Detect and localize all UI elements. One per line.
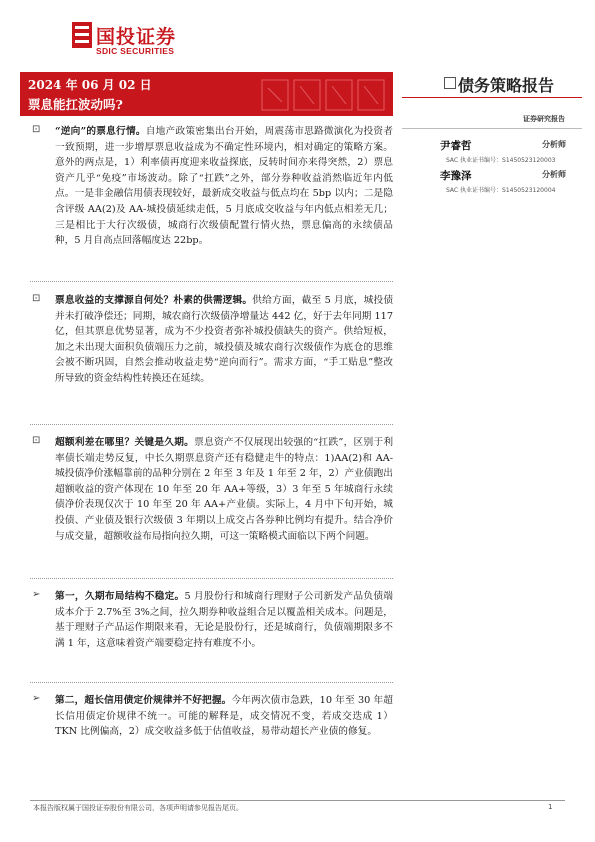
page-number: 1 xyxy=(548,803,553,811)
analyst-role: 分析师 xyxy=(542,140,566,149)
report-type-icon xyxy=(444,77,456,89)
paragraph-body: 5 月股份行和城商行理财子公司新发产品负债端成本介于 2.7%至 3%之间，拉久期券种收益组合足以覆盖相关成本。问题是，基于理财子产品运作期限来看，无论是股份行，还是城商行，负债端期限多不满 1 年，这意味着资产端要稳定持有难度不小。 xyxy=(55,591,393,649)
section-divider xyxy=(30,281,393,282)
logo-text-en: SDIC SECURITIES xyxy=(96,46,175,56)
bullet-icon: ⊡ xyxy=(32,293,41,304)
section-divider xyxy=(30,682,393,683)
paragraph-lead: 票息收益的支撑源自何处？朴素的供需逻辑。 xyxy=(55,295,253,306)
footer-divider xyxy=(30,800,565,801)
footer-disclaimer: 本报告版权属于国投证券股份有限公司，各项声明请参见报告尾页。 xyxy=(33,804,243,812)
report-type-label: 债务策略报告 xyxy=(458,76,555,95)
paragraph-body: 票息资产不仅展现出较强的“扛跌”，区别于利率债长端走势反复，中长久期票息资产还有稳健走牛的特点：1)AA(2)和 AA-城投债净价涨幅靠前的品种分别在 2 年至 3 年及 1 年至 2 年，2）产业债跑出超额收益的资产体现在 10 年至 20 年 AA+等级，3）3 年至 5 年城商行永续债净价表现仅次于 10 年至 20 年 AA+产业债。实际上，4 月中下旬开始，城投债、产业债及银行次级债 3 年期以上成交占各券种比例均有提升。结合净价与成交量，超额收益布局指向拉久期，可这一策略模式面临以下两个问题。 xyxy=(55,437,394,542)
analyst-name: 李豫泽 xyxy=(440,170,472,182)
logo-text-cn: 国投证券 xyxy=(96,26,177,48)
report-category-label: 证券研究报告 xyxy=(523,115,565,123)
sidebar-divider xyxy=(402,97,582,98)
sidebar-divider-thin xyxy=(402,128,582,129)
section-divider xyxy=(30,424,393,425)
paragraph-lead: 第一，久期布局结构不稳定。 xyxy=(55,591,185,602)
paragraph-excess-spread xyxy=(55,435,393,544)
paragraph-lead: 第二，超长信用债定价规律并不好把握。 xyxy=(55,695,232,706)
paragraph-body: 供给方面，截至 5 月底，城投债并未打破净偿还；同期，城农商行次级债净增量达 442 亿，好于去年同期 117 亿，但其票息优势显著，成为不少投资者弥补城投债缺失的资产。供给短板，加之未出现大面积负债端压力之前，城投债及城农商行次级债作为底仓的思维会被不断巩固，自然会推动收益走势“逆向而行”。需求方面，“手工贴息”整改所导致的资金结构性转换还在延续。 xyxy=(55,295,394,384)
analyst-role: 分析师 xyxy=(542,170,566,179)
report-date: 2024 年 06 月 02 日 xyxy=(28,78,152,92)
paragraph-reverse-carry xyxy=(55,124,393,249)
paragraph-body: 今年两次债市急跌，10 年至 30 年超长信用债定价规律不统一。可能的解释是，成交情况不变，若成交迭成 1）TKN 比例偏高，2）成交收益多低于估值收益，易带动超长产业债的修复。 xyxy=(55,695,393,738)
analyst-sac-number: SAC 执业证书编号：S1450523120004 xyxy=(446,187,556,194)
paragraph-duration-structure xyxy=(55,589,393,651)
paragraph-body: 自地产政策密集出台开始，周震荡市思路微演化为投资者一致预期，进一步增厚票息收益成为不确定性环境内，相对确定的策略方案。意外的两点是，1）利率债再度迎来收益探底，反转时间亦来得突然，2）票息资产几乎“免疫”市场波动。除了“扛跌”之外，部分券种收益消然临近年内低点。一是非金融信用债表现较好，最新成交收益与低点均在 5bp 以内；二是隐含评级 AA(2)及 AA-城投债延续走低，5 月底成交收益与年内低点相差无几；三是相比于大行次级债，城商行次级债配置行情火热，票息偏高的永续债品种，5 月自高点回落幅度达 22bp。 xyxy=(55,126,393,247)
paragraph-carry-support xyxy=(55,293,393,387)
title-banner xyxy=(20,72,393,116)
report-type-heading xyxy=(444,73,584,96)
bullet-icon: ⊡ xyxy=(32,124,41,135)
banner-watermark-icon xyxy=(260,76,390,114)
bullet-icon: ⊡ xyxy=(32,435,41,446)
analyst-sac-number: SAC 执业证书编号：S1450523120003 xyxy=(446,157,556,164)
section-divider xyxy=(30,578,393,579)
bullet-arrow-icon: ➢ xyxy=(32,693,41,704)
paragraph-ultra-long-pricing xyxy=(55,693,393,740)
paragraph-lead: “逆向”的票息行情。 xyxy=(55,126,146,137)
report-title: 票息能扛波动吗? xyxy=(28,97,123,112)
logo-mark-icon xyxy=(72,22,92,48)
analyst-name: 尹睿哲 xyxy=(440,140,472,152)
paragraph-lead: 超额利差在哪里？关键是久期。 xyxy=(55,437,195,448)
bullet-arrow-icon: ➢ xyxy=(32,589,41,600)
